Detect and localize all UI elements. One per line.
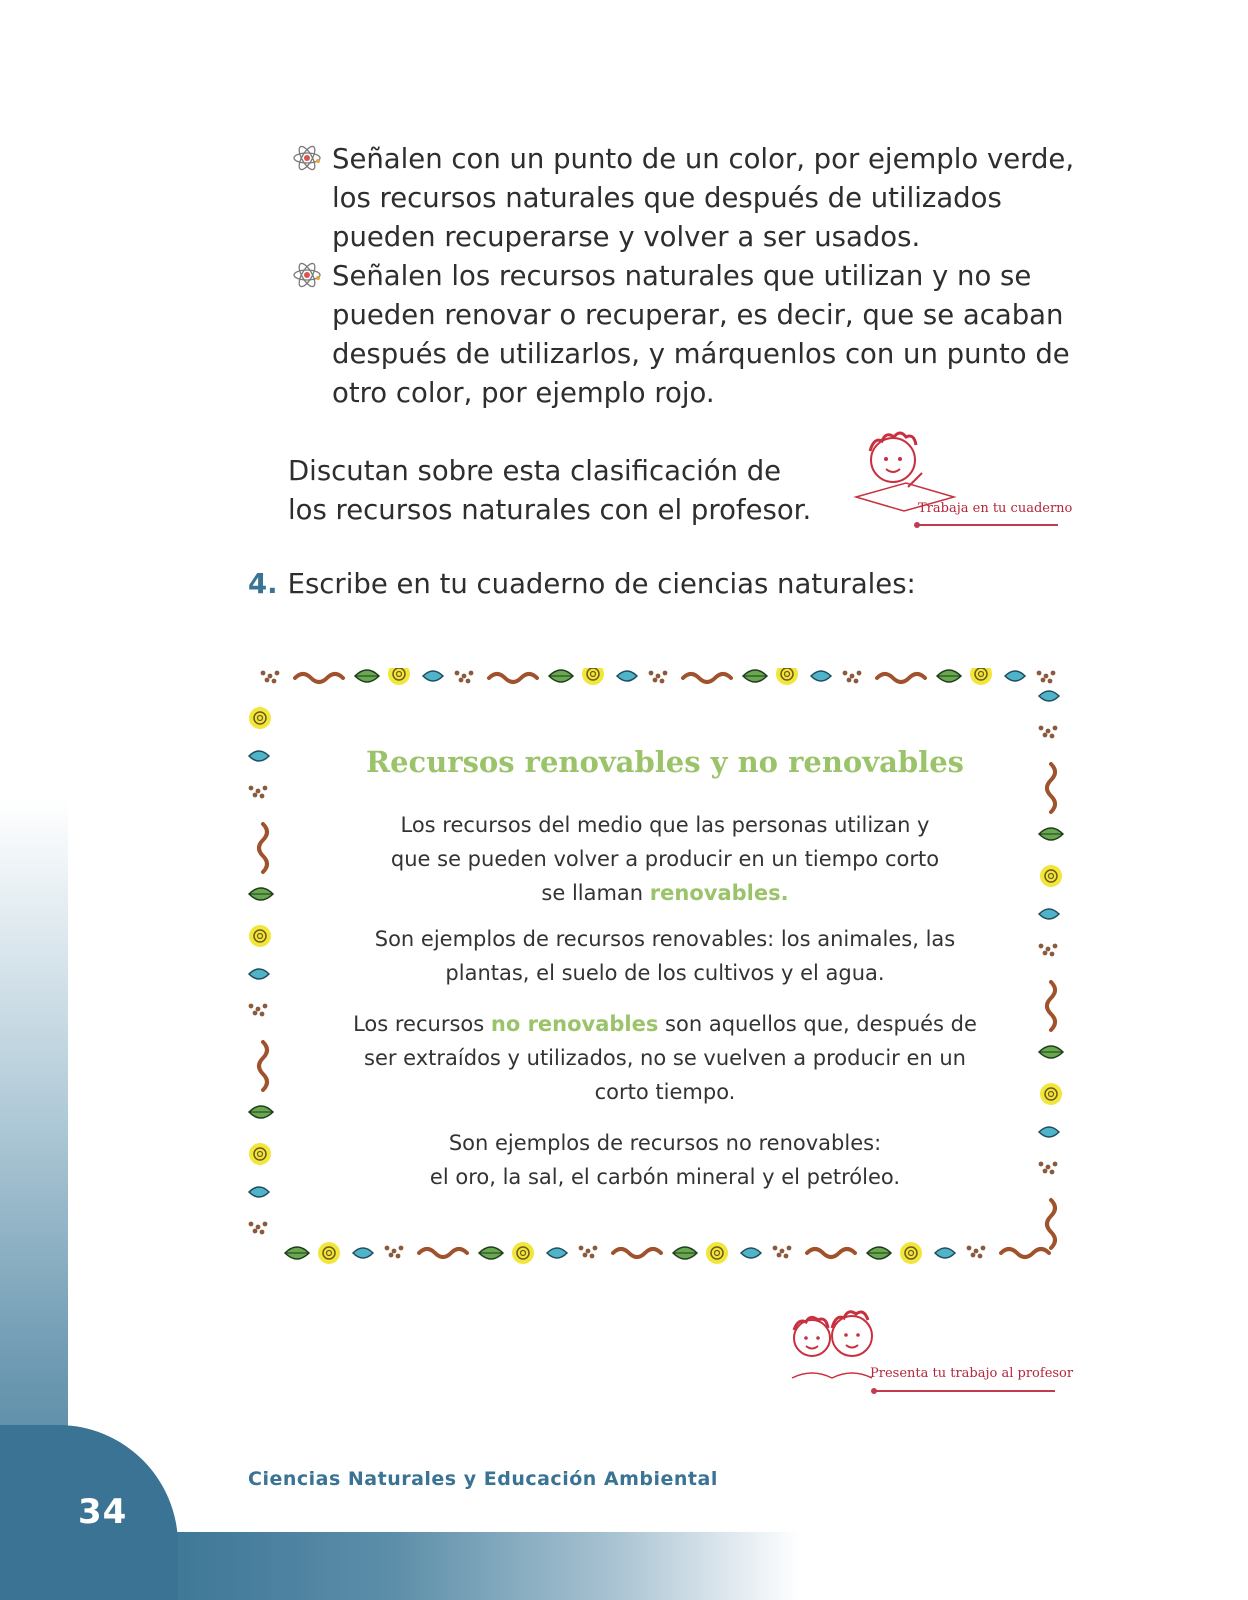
seed-dot-icon bbox=[1053, 1162, 1058, 1167]
spiral-icon bbox=[249, 707, 271, 729]
text-line: Son ejemplos de recursos no renovables: bbox=[448, 1131, 882, 1155]
seed-dot-icon bbox=[586, 1249, 591, 1254]
seed-dot-icon bbox=[660, 679, 665, 684]
seed-dot-icon bbox=[967, 1246, 972, 1251]
worm-icon bbox=[295, 674, 343, 682]
seed-dot-icon bbox=[392, 1249, 397, 1254]
badge-notebook bbox=[848, 425, 1088, 545]
seed-dot-icon bbox=[773, 1246, 778, 1251]
text-run: Los recursos bbox=[353, 1012, 491, 1036]
water-drop-icon bbox=[547, 1248, 567, 1258]
worm-icon bbox=[1047, 764, 1055, 812]
seed-dot-icon bbox=[263, 786, 268, 791]
seed-dot-icon bbox=[787, 1246, 792, 1251]
item-text: Escribe en tu cuaderno de ciencias naturales: bbox=[287, 568, 916, 600]
badge-dot bbox=[871, 1388, 877, 1394]
seed-dot-icon bbox=[1050, 952, 1055, 957]
seed-dot-icon bbox=[260, 1230, 265, 1235]
text-line: Son ejemplos de recursos renovables: los animales, las bbox=[374, 927, 956, 951]
seed-dot-icon bbox=[1039, 1162, 1044, 1167]
seed-dot-icon bbox=[1051, 671, 1056, 676]
seed-dot-icon bbox=[462, 674, 467, 679]
seed-dot-icon bbox=[272, 679, 277, 684]
seed-dot-icon bbox=[253, 793, 258, 798]
box-title: Recursos renovables y no renovables bbox=[366, 745, 964, 779]
seed-dot-icon bbox=[1039, 726, 1044, 731]
worm-icon bbox=[683, 674, 731, 682]
seed-dot-icon bbox=[249, 1222, 254, 1227]
box-paragraph-2 bbox=[300, 922, 1030, 990]
seed-dot-icon bbox=[857, 671, 862, 676]
seed-dot-icon bbox=[459, 678, 464, 683]
bullet-text: Señalen los recursos naturales que utilizan y no se pueden renovar o recuperar, es decir, que se acaban después de utilizarlos, y márquenlos con un punto de otro color, por ejemplo rojo. bbox=[332, 260, 1070, 409]
seed-dot-icon bbox=[1044, 674, 1049, 679]
seed-dot-icon bbox=[971, 1253, 976, 1258]
water-drop-icon bbox=[423, 671, 443, 681]
worm-icon bbox=[1047, 1200, 1055, 1248]
water-drop-icon bbox=[249, 1187, 269, 1197]
bullet-text: Señalen con un punto de un color, por ejemplo verde, los recursos naturales que después de utilizados pueden recuperarse y volver a ser usados. bbox=[332, 143, 1075, 253]
worm-icon bbox=[259, 1042, 267, 1090]
worm-icon bbox=[489, 674, 537, 682]
seed-dot-icon bbox=[396, 1254, 401, 1259]
spiral-icon bbox=[512, 1242, 534, 1264]
atom-icon bbox=[292, 143, 322, 173]
badge-underline bbox=[875, 1390, 1055, 1392]
water-drop-icon bbox=[741, 1248, 761, 1258]
seed-dot-icon bbox=[263, 1222, 268, 1227]
seed-dot-icon bbox=[1046, 947, 1051, 952]
highlight-renovables: renovables. bbox=[649, 881, 789, 905]
seed-dot-icon bbox=[253, 1229, 258, 1234]
seed-dot-icon bbox=[249, 1004, 254, 1009]
worm-icon bbox=[419, 1249, 467, 1257]
text-line bbox=[300, 1007, 1030, 1041]
discuss-text: Discutan sobre esta clasificación de los recursos naturales con el profesor. bbox=[288, 455, 812, 526]
water-drop-icon bbox=[1039, 691, 1059, 701]
seed-dot-icon bbox=[579, 1246, 584, 1251]
worm-icon bbox=[259, 824, 267, 872]
seed-dot-icon bbox=[978, 1254, 983, 1259]
seed-dot-icon bbox=[1039, 944, 1044, 949]
seed-dot-icon bbox=[1043, 733, 1048, 738]
worm-icon bbox=[807, 1249, 855, 1257]
highlight-no-renovables: no renovables bbox=[490, 1012, 659, 1036]
box-paragraph-1 bbox=[300, 808, 1030, 910]
seed-dot-icon bbox=[780, 1249, 785, 1254]
spiral-icon bbox=[318, 1242, 340, 1264]
badge-dot bbox=[914, 522, 920, 528]
text-run: son aquellos que, después de bbox=[658, 1012, 977, 1036]
seed-dot-icon bbox=[265, 678, 270, 683]
spiral-icon bbox=[249, 1143, 271, 1165]
seed-dot-icon bbox=[981, 1246, 986, 1251]
seed-dot-icon bbox=[268, 674, 273, 679]
spiral-icon bbox=[1040, 1083, 1062, 1105]
seed-dot-icon bbox=[256, 1007, 261, 1012]
seed-dot-icon bbox=[249, 786, 254, 791]
seed-dot-icon bbox=[1046, 1165, 1051, 1170]
bullet-item bbox=[288, 140, 1088, 257]
water-drop-icon bbox=[249, 751, 269, 761]
seed-dot-icon bbox=[469, 671, 474, 676]
seed-dot-icon bbox=[784, 1254, 789, 1259]
worm-icon bbox=[1047, 982, 1055, 1030]
seed-dot-icon bbox=[850, 674, 855, 679]
badge-caption: Presenta tu trabajo al profesor bbox=[870, 1366, 1074, 1381]
water-drop-icon bbox=[811, 671, 831, 681]
worm-icon bbox=[1001, 1249, 1049, 1257]
seed-dot-icon bbox=[1037, 671, 1042, 676]
footer-title: Ciencias Naturales y Educación Ambiental bbox=[248, 1468, 718, 1490]
water-drop-icon bbox=[249, 969, 269, 979]
spiral-icon bbox=[1040, 865, 1062, 887]
atom-icon bbox=[292, 260, 322, 290]
text-line: plantas, el suelo de los cultivos y el agua. bbox=[445, 961, 885, 985]
worm-icon bbox=[877, 674, 925, 682]
page-number: 34 bbox=[78, 1492, 128, 1532]
seed-dot-icon bbox=[399, 1246, 404, 1251]
seed-dot-icon bbox=[843, 671, 848, 676]
seed-dot-icon bbox=[653, 678, 658, 683]
water-drop-icon bbox=[1039, 1127, 1059, 1137]
seed-dot-icon bbox=[260, 1012, 265, 1017]
seed-dot-icon bbox=[275, 671, 280, 676]
worm-icon bbox=[613, 1249, 661, 1257]
spiral-icon bbox=[249, 925, 271, 947]
water-drop-icon bbox=[617, 671, 637, 681]
water-drop-icon bbox=[353, 1248, 373, 1258]
spiral-icon bbox=[900, 1242, 922, 1264]
text-line: ser extraídos y utilizados, no se vuelven a producir en un bbox=[364, 1046, 966, 1070]
item-number: 4. bbox=[248, 568, 278, 600]
seed-dot-icon bbox=[389, 1253, 394, 1258]
seed-dot-icon bbox=[256, 789, 261, 794]
box-paragraph-4 bbox=[300, 1126, 1030, 1194]
seed-dot-icon bbox=[1053, 944, 1058, 949]
seed-dot-icon bbox=[1043, 1169, 1048, 1174]
text-run: se llaman bbox=[541, 881, 650, 905]
seed-dot-icon bbox=[260, 794, 265, 799]
badge-present bbox=[780, 1300, 1080, 1430]
seed-dot-icon bbox=[590, 1254, 595, 1259]
text-line: Los recursos del medio que las personas utilizan y bbox=[400, 813, 930, 837]
seed-dot-icon bbox=[261, 671, 266, 676]
text-line: el oro, la sal, el carbón mineral y el petróleo. bbox=[429, 1165, 901, 1189]
seed-dot-icon bbox=[1043, 951, 1048, 956]
seed-dot-icon bbox=[263, 1004, 268, 1009]
seed-dot-icon bbox=[1053, 726, 1058, 731]
seed-dot-icon bbox=[854, 679, 859, 684]
seed-dot-icon bbox=[656, 674, 661, 679]
text-line: que se pueden volver a producir en un tiempo corto bbox=[390, 847, 940, 871]
seed-dot-icon bbox=[663, 671, 668, 676]
seed-dot-icon bbox=[974, 1249, 979, 1254]
water-drop-icon bbox=[1039, 909, 1059, 919]
water-drop-icon bbox=[1005, 671, 1025, 681]
text-line bbox=[300, 876, 1030, 910]
badge-underline bbox=[918, 524, 1058, 526]
seed-dot-icon bbox=[649, 671, 654, 676]
box-paragraph-3 bbox=[300, 1007, 1030, 1109]
water-drop-icon bbox=[935, 1248, 955, 1258]
seed-dot-icon bbox=[385, 1246, 390, 1251]
seed-dot-icon bbox=[1048, 679, 1053, 684]
instruction-bullets bbox=[288, 140, 1088, 413]
spiral-icon bbox=[706, 1242, 728, 1264]
seed-dot-icon bbox=[593, 1246, 598, 1251]
seed-dot-icon bbox=[466, 679, 471, 684]
seed-dot-icon bbox=[1041, 678, 1046, 683]
item-4 bbox=[248, 568, 916, 600]
seed-dot-icon bbox=[1050, 1170, 1055, 1175]
text-line: corto tiempo. bbox=[594, 1080, 736, 1104]
seed-dot-icon bbox=[455, 671, 460, 676]
seed-dot-icon bbox=[583, 1253, 588, 1258]
seed-dot-icon bbox=[1046, 729, 1051, 734]
badge-caption: Trabaja en tu cuaderno bbox=[918, 501, 1073, 516]
seed-dot-icon bbox=[777, 1253, 782, 1258]
bullet-item bbox=[288, 257, 1088, 413]
seed-dot-icon bbox=[1050, 734, 1055, 739]
seed-dot-icon bbox=[847, 678, 852, 683]
seed-dot-icon bbox=[253, 1011, 258, 1016]
seed-dot-icon bbox=[256, 1225, 261, 1230]
